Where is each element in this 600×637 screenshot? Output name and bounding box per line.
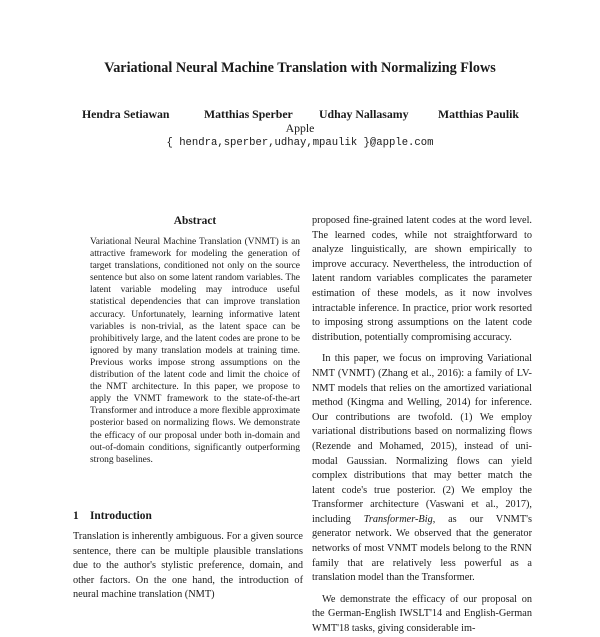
- paragraph: We demonstrate the efficacy of our proposal on the German-English IWSLT'14 and English-German WMT'18 tasks, giving considerable im-: [312, 593, 532, 635]
- paragraph-text: In this paper, we focus on improving Variational NMT (VNMT) (Zhang et al., 2016): a family of LV-NMT models that relies on the amortized variational method (Kingma and Welling, 2014) for inference. Our contributions are twofold. (1) We employ variational distributions based on normalizing flows (Rezende and Mohamed, 2015), instead of uni-modal Gaussian. Normalizing flows can yield complex distributions that may better match the latent code's true posterior. (2) We employ the Transformer architecture (Vaswani et al., 2017), including: [312, 353, 532, 525]
- introduction-text: Translation is inherently ambiguous. For a given source sentence, there can be multiple plausible translations due to the author's stylistic preference, domain, and other factors. On the one hand, the introduction of neural machine translation (NMT): [73, 531, 303, 601]
- section-heading-introduction: [73, 510, 303, 522]
- abstract-text: Variational Neural Machine Translation (VNMT) is an attractive framework for modeling the generation of target translations, conditioned not only on the source sentence but also on some latent random variables. The latent variable modeling may introduce useful statistical dependencies that can improve translation accuracy. Unfortunately, learning informative latent variables is non-trivial, as the latent space can be prohibitively large, and the latent codes are prone to be ignored by many translation models at training time. Previous works impose strong assumptions on the distribution of the latent code and limit the choice of the NMT architecture. In this paper, we propose to apply the VNMT framework to the state-of-the-art Transformer and introduce a more flexible approximate posterior based on normalizing flows. We demonstrate the efficacy of our proposal under both in-domain and out-of-domain conditions, significantly outperforming strong baselines.: [90, 237, 300, 465]
- abstract-heading: Abstract: [173, 215, 217, 227]
- section-title: Introduction: [90, 510, 152, 522]
- author-name: Udhay Nallasamy: [319, 107, 409, 121]
- author-name: Hendra Setiawan: [82, 107, 170, 121]
- model-name: Transformer-Big: [363, 513, 433, 525]
- paragraph: [312, 352, 532, 586]
- right-column: [312, 214, 532, 637]
- paper-title: Variational Neural Machine Translation with Normalizing Flows: [104, 60, 496, 76]
- section-number: 1: [73, 510, 79, 522]
- paragraph-text: , as our VNMT's generator network. We observed that the generator networks of most VNMT models belong to the RNN family that are relatively less powerful as a translation model than the Transformer.: [312, 513, 532, 584]
- paragraph: proposed fine-grained latent codes at the word level. The learned codes, while not straightforward to analyze linguistically, are shown empirically to improve accuracy. Nevertheless, the introduction of latent random variables complicates the parameter estimation of these models, as it now involves intractable inference. In practice, prior work resorted to imposing strong assumptions on the latent code distribution, potentially compromising accuracy.: [312, 215, 532, 343]
- author-name: Matthias Sperber: [204, 107, 293, 121]
- affiliation: Apple: [285, 121, 315, 135]
- author-name: Matthias Paulik: [438, 107, 519, 121]
- author-email: { hendra,sperber,udhay,mpaulik }@apple.com: [166, 137, 434, 149]
